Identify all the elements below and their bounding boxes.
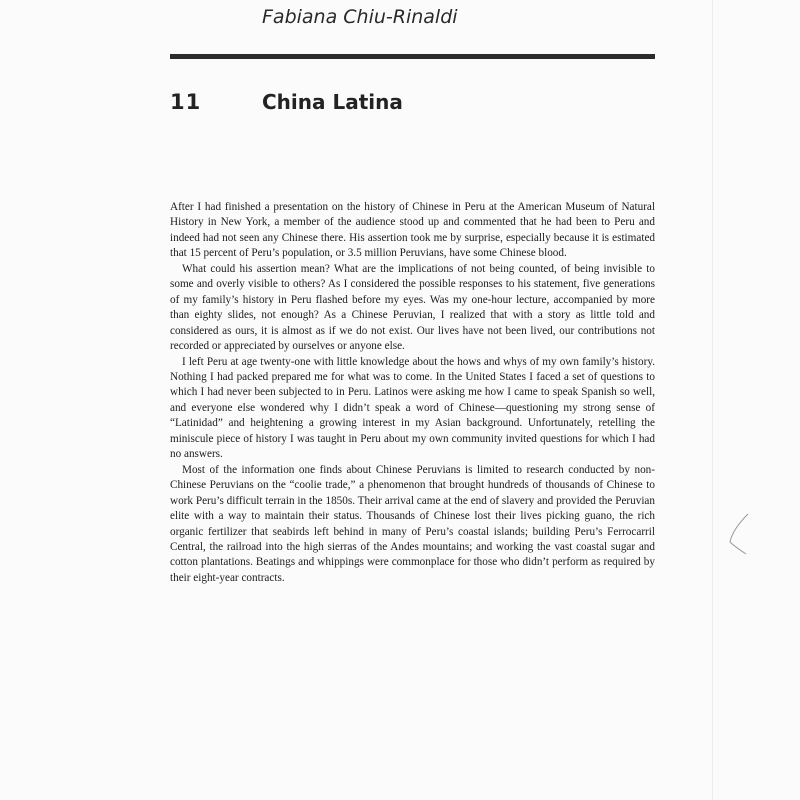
page-edge [712, 0, 713, 800]
paragraph-3: I left Peru at age twenty-one with little knowledge about the hows and whys of my own family’s history. Nothing I had packed prepared me for what was to come. In the United States I faced a set of questions to which I had never been subjected to in Peru. Latinos were asking me how I came to speak Spanish so well, and everyone else wondered why I didn’t speak a word of Chinese—questioning my strong sense of “Latinidad” and heightening a growing interest in my Asian background. Unfortunately, retelling the miniscule piece of history I was taught in Peru about my own community invited questions for which I had no answers. [170, 355, 655, 461]
header-rule [170, 54, 655, 59]
paragraph-2: What could his assertion mean? What are the implications of not being counted, of being invisible to some and overly visible to others? As I considered the possible responses to his statement, five generations of my family’s history in Peru flashed before my eyes. Was my one-hour lecture, accompanied by more than eighty slides, not enough? As a Chinese Peruvian, I realized that with a story as little told and considered as ours, it is almost as if we do not exist. Our lives have not been lived, our contributions not recorded or appreciated by ourselves or anyone else. [170, 262, 655, 353]
paragraph-4: Most of the information one finds about Chinese Peruvians is limited to research conducted by non-Chinese Peruvians on the “coolie trade,” a phenomenon that brought hundreds of thousands of Chinese to work Peru’s difficult terrain in the 1850s. Their arrival came at the end of slavery and provided the Peruvian elite with a way to maintain their status. Thousands of Chinese lost their lives picking guano, the rich organic fertilizer that seabirds left behind in many of Peru’s coastal islands; building Peru’s Ferrocarril Central, the railroad into the high sierras of the Andes mountains; and working the vast coastal sugar and cotton plantations. Beatings and whippings were commonplace for those who didn’t perform as required by their eight-year contracts. [170, 463, 655, 584]
margin-pencil-mark [728, 512, 750, 556]
chapter-number: 11 [170, 90, 202, 114]
body-text [170, 200, 655, 586]
running-head-author: Fabiana Chiu-Rinaldi [262, 6, 458, 28]
chapter-title: China Latina [262, 90, 403, 114]
paragraph-1: After I had finished a presentation on the history of Chinese in Peru at the American Museum of Natural History in New York, a member of the audience stood up and commented that he had been to Peru and indeed had not seen any Chinese there. His assertion took me by surprise, especially because it is estimated that 15 percent of Peru’s population, or 3.5 million Peruvians, have some Chinese blood. [170, 201, 655, 260]
